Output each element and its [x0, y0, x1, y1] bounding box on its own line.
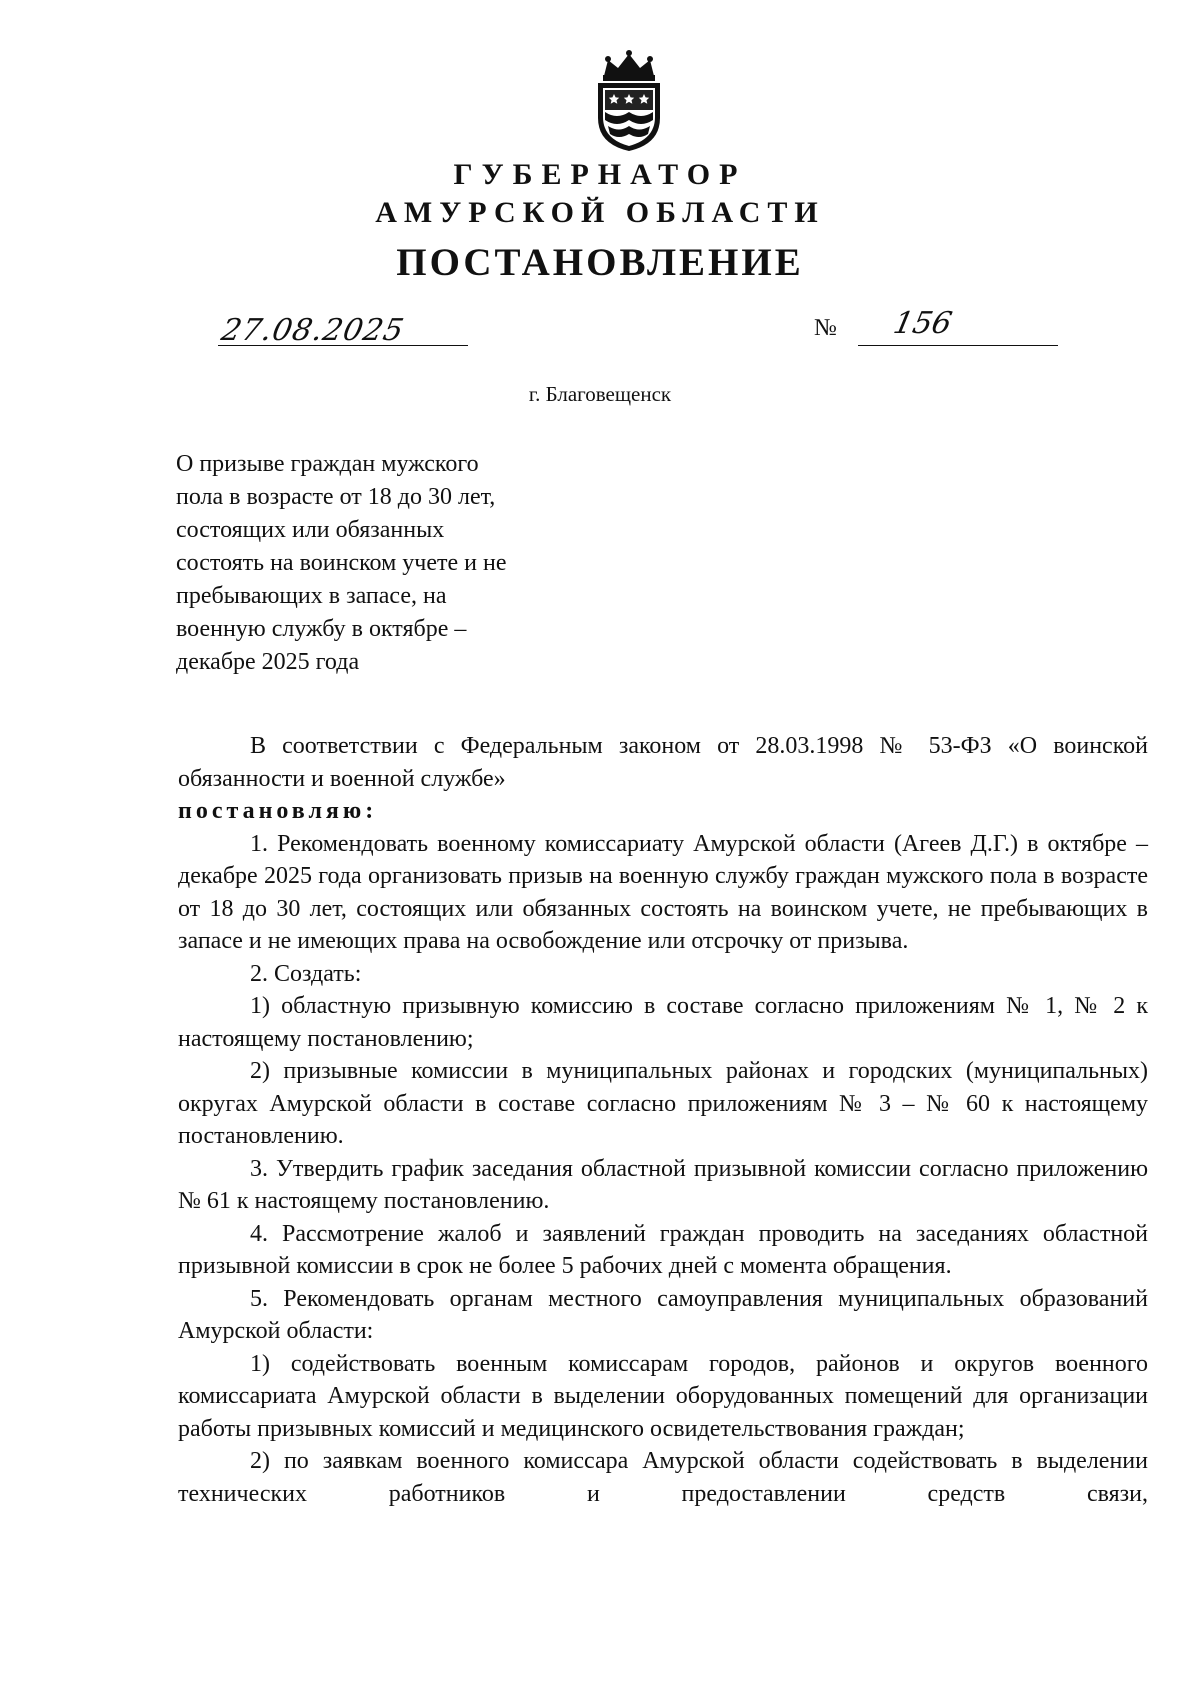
clause-5-1: 1) содействовать военным комиссарам городов, районов и округов военного комиссариата Амурской области в выделении оборудованных помещений для организации работы призывных комиссий и медицинского освидетельствования граждан; — [178, 1350, 1148, 1442]
document-date: 27.08.2025 — [218, 313, 408, 348]
subject-line: пола в возрасте от 18 до 30 лет, — [176, 484, 496, 510]
city-name: г. Благовещенск — [528, 382, 672, 406]
number-label: № — [814, 315, 837, 341]
document-body — [178, 730, 1148, 1510]
document-subject — [176, 448, 506, 679]
clause-2-2: 2) призывные комиссии в муниципальных районах и городских (муниципальных) округах Амурской области в составе согласно приложениям № 3 – № 60 к настоящему постановлению. — [178, 1058, 1148, 1149]
office-title: ГУБЕРНАТОР — [453, 158, 747, 191]
clause-4: 4. Рассмотрение жалоб и заявлений граждан проводить на заседаниях областной призывной комиссии в срок не более 5 рабочих дней с момента обращения. — [178, 1220, 1148, 1279]
document-type-title: ПОСТАНОВЛЕНИЕ — [396, 241, 804, 284]
subject-line: пребывающих в запасе, на — [176, 583, 447, 609]
subject-line: декабре 2025 года — [176, 649, 360, 675]
number-field-line — [858, 313, 1058, 346]
preamble-paragraph: В соответствии с Федеральным законом от 28.03.1998 № 53-ФЗ «О воинской обязанности и военной службе» — [178, 733, 1148, 792]
region-title: АМУРСКОЙ ОБЛАСТИ — [375, 196, 825, 229]
amur-oblast-coat-of-arms-icon — [590, 48, 668, 153]
subject-line: военную службу в октябре – — [176, 616, 467, 642]
clause-5-2: 2) по заявкам военного комиссара Амурской области содействовать в выделении технических работников и предоставлении средств связи, — [178, 1448, 1148, 1507]
clause-2: 2. Создать: — [250, 960, 362, 987]
subject-line: состоящих или обязанных — [176, 517, 445, 543]
decree-word: постановляю: — [178, 798, 378, 824]
document-number: 156 — [890, 306, 955, 341]
clause-1: 1. Рекомендовать военному комиссариату Амурской области (Агеев Д.Г.) в октябре – декабре 2025 года организовать призыв на военную службу граждан мужского пола в возрасте от 18 до 30 лет, состоящих или обязанных состоять на воинском учете, не пребывающих в запасе и не имеющих права на освобождение или отсрочку от призыва. — [178, 830, 1148, 954]
clause-2-1: 1) областную призывную комиссию в составе согласно приложениям № 1, № 2 к настоящему постановлению; — [178, 993, 1148, 1052]
clause-5: 5. Рекомендовать органам местного самоуправления муниципальных образований Амурской области: — [178, 1285, 1148, 1344]
clause-3: 3. Утвердить график заседания областной призывной комиссии согласно приложению № 61 к настоящему постановлению. — [178, 1155, 1148, 1214]
subject-line: состоять на воинском учете и не — [176, 550, 507, 576]
subject-line: О призыве граждан мужского — [176, 451, 479, 477]
